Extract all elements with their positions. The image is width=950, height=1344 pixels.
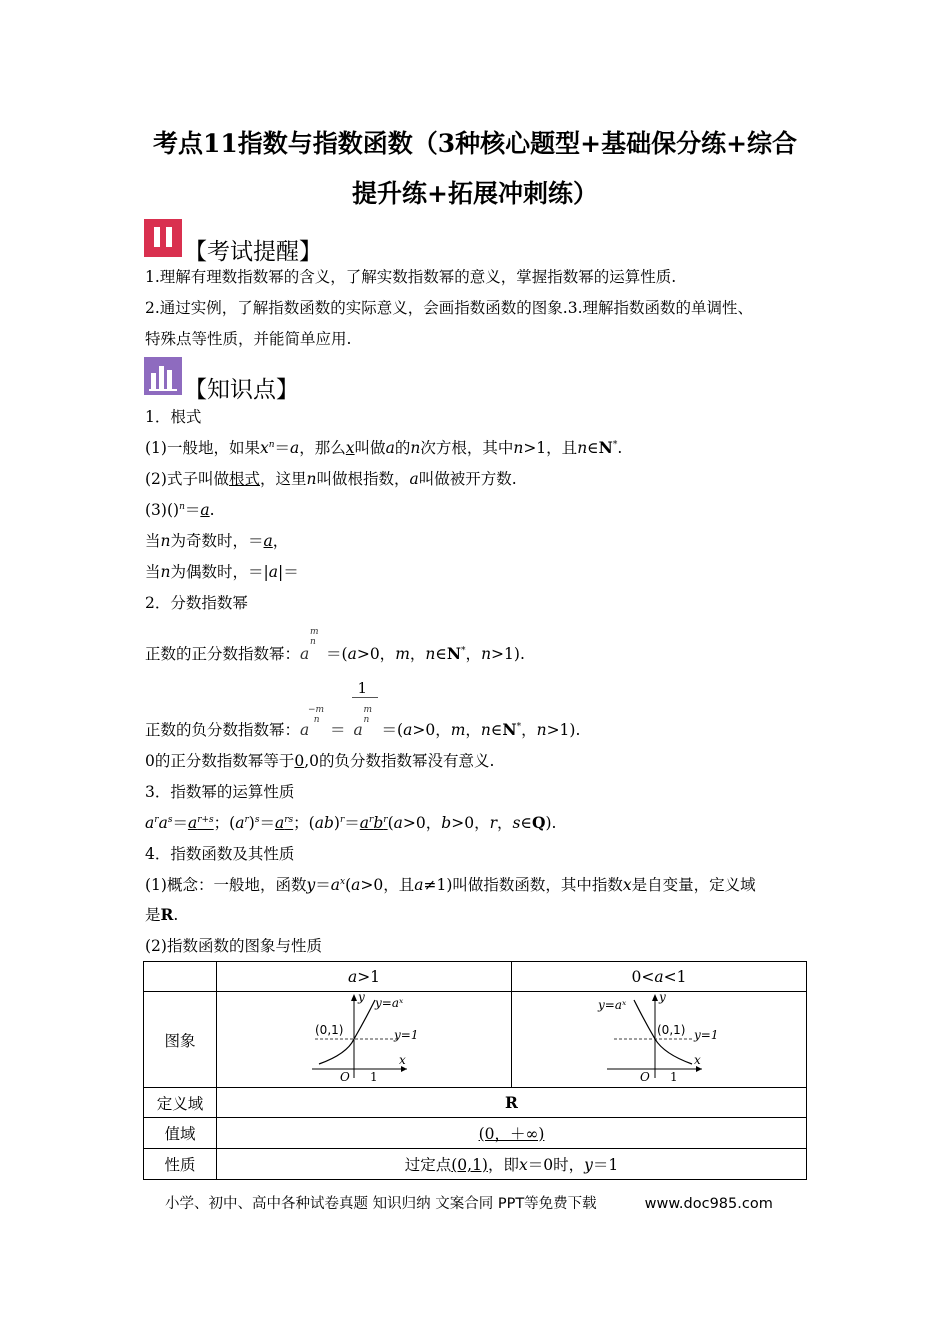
- section-knowledge-icon: [144, 357, 182, 395]
- title-line-1: 考点11指数与指数函数（3种核心题型+基础保分练+综合: [152, 129, 798, 158]
- row-range-label: 值域: [144, 1118, 217, 1149]
- k4-concept-2: 是R.: [145, 905, 179, 924]
- svg-text:y: y: [659, 992, 666, 1004]
- section-reminder-heading: 【考试提醒】: [184, 239, 322, 265]
- k2-positive: 正数的正分数指数幂：a m n ＝(a>0，m，n∈N*，n>1).: [145, 627, 525, 663]
- svg-text:1: 1: [670, 1070, 678, 1083]
- svg-text:O: O: [640, 1070, 650, 1083]
- k1-title: 1．根式: [145, 408, 202, 426]
- section-reminder-icon: [144, 219, 182, 257]
- row-property-label: 性质: [144, 1149, 217, 1180]
- row-domain-label: 定义域: [144, 1088, 217, 1118]
- k1-property-3: (3)()$^n$＝a.: [145, 501, 215, 519]
- k4-title: 4．指数函数及其性质: [145, 845, 295, 863]
- point-label: (0,1): [315, 1023, 344, 1037]
- k2-negative: 正数的负分数指数幂：a −m n ＝ 1 a m n ＝(a>0，m，n∈N*，n>1).: [145, 679, 581, 739]
- footer-text: 小学、初中、高中各种试卷真题 知识归纳 文案合同 PPT等免费下载: [165, 1196, 597, 1212]
- k1-even: 当n为偶数时，＝|a|＝: [145, 563, 299, 581]
- svg-text:x: x: [694, 1053, 701, 1067]
- reminder-1: 1.理解有理数指数幂的含义，了解实数指数幂的意义，掌握指数幂的运算性质.: [145, 268, 677, 286]
- section-knowledge-heading: 【知识点】: [184, 377, 299, 403]
- footer: [165, 1192, 773, 1213]
- tick-label: 1: [370, 1070, 378, 1083]
- svg-text:(0,1): (0,1): [657, 1023, 686, 1037]
- k3-title: 3．指数幂的运算性质: [145, 783, 295, 801]
- origin-label: O: [340, 1070, 350, 1083]
- row-graph-label: 图象: [144, 992, 217, 1088]
- col-a-lt-1: 0<a<1: [512, 962, 807, 992]
- graph-increasing-svg: [217, 992, 511, 1083]
- k1-odd: 当n为奇数时，＝a，: [145, 532, 289, 550]
- k2-title: 2．分数指数幂: [145, 594, 248, 612]
- k1-definition: (1)一般地，如果$x^n=a$，那么x叫做a的n次方根，其中n>1，且n∈N*.: [145, 438, 623, 457]
- k2-zero: 0的正分数指数幂等于0,0的负分数指数幂没有意义.: [145, 752, 495, 770]
- svg-text:y=aˣ: y=aˣ: [598, 998, 627, 1012]
- col-a-gt-1: a>1: [217, 962, 512, 992]
- y1-label: y=1: [394, 1028, 419, 1042]
- domain-value: R: [217, 1088, 807, 1118]
- axis-y-label: y: [358, 992, 365, 1004]
- footer-site: www.doc985.com: [644, 1196, 773, 1212]
- exp-function-table: [143, 961, 807, 1180]
- title-line-2: 提升练+拓展冲刺练）: [352, 179, 598, 208]
- reminder-3: 特殊点等性质，并能简单应用.: [145, 330, 352, 348]
- k1-radical: (2)式子叫做根式，这里n叫做根指数，a叫做被开方数.: [145, 470, 517, 488]
- range-value: (0，＋∞): [217, 1118, 807, 1149]
- reminder-2: 2.通过实例，了解指数函数的实际意义，会画指数函数的图象.3.理解指数函数的单调性、: [145, 299, 754, 317]
- property-value: 过定点(0,1)，即x＝0时，y＝1: [217, 1149, 807, 1180]
- svg-text:y=1: y=1: [694, 1028, 719, 1042]
- graph-increasing: [217, 992, 512, 1088]
- k4-graph-title: (2)指数函数的图象与性质: [145, 937, 322, 955]
- graph-decreasing: [512, 992, 807, 1088]
- k3-rules: $a^ra^s=a^{r+s}$；$(a^r)^s=a^{rs}$；$(ab)^r=a^rb^r(a>0$，b>0，r，s∈Q).: [145, 813, 557, 832]
- curve-label: y=aˣ: [375, 996, 404, 1010]
- axis-x-label: x: [399, 1053, 406, 1067]
- graph-decreasing-svg: [512, 992, 806, 1083]
- k4-concept-1: (1)概念：一般地，函数$y=a^x(a>0$，且a≠1)叫做指数函数，其中指数x是自变量，定义域: [145, 876, 756, 894]
